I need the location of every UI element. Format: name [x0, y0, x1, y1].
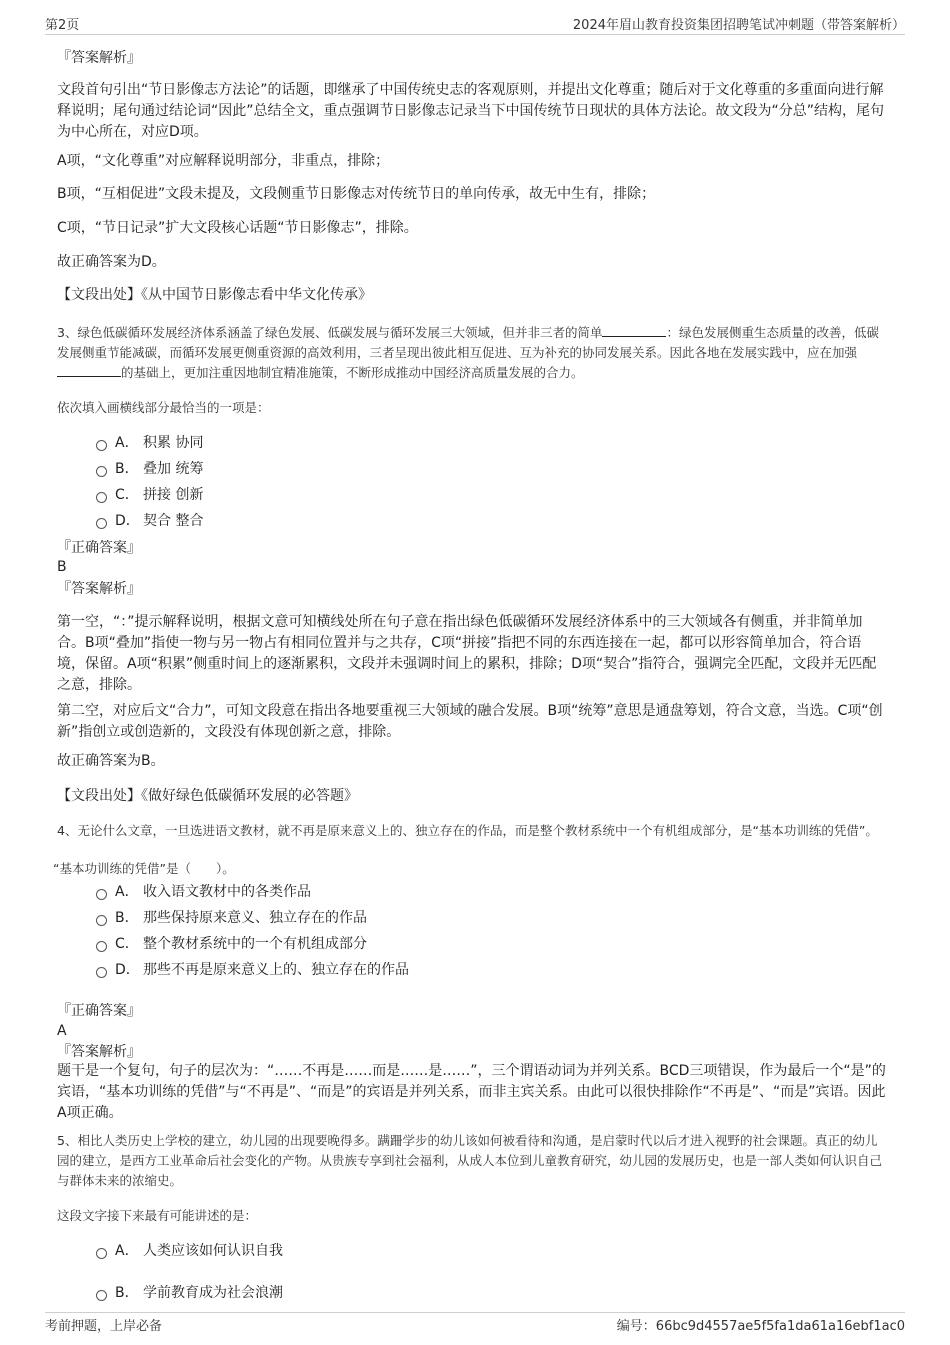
q2-analysis-option-b: B项，“互相促进”文段未提及，文段侧重节日影像志对传统节日的单向传承，故无中生有，排除；	[57, 186, 656, 202]
radio-button-icon[interactable]	[96, 941, 107, 952]
q4-analysis-paragraph: 题干是一个复句，句子的层次为：“……不再是……而是……是……”，三个谓语动词为并列关系。BCD三项错误，作为最后一个“是”的宾语，“基本功训练的凭借”与“不再是”、“而是”的宾语是并列关系，而非主宾关系。由此可以很快排除作“不再是”、“而是”宾语。因此A项正确。	[57, 1063, 886, 1121]
q4-correct-heading: 『正确答案』	[57, 1003, 141, 1019]
q2-analysis-option-c: C项，“节日记录”扩大文段核心话题“节日影像志”，排除。	[57, 220, 418, 236]
radio-button-icon[interactable]	[96, 889, 107, 900]
q2-analysis-paragraph: 文段首句引出“节日影像志方法论”的话题，即继承了中国传统史志的客观原则，并提出文化尊重；随后对于文化尊重的多重面向进行解释说明；尾句通过结论词“因此”总结全文，重点强调节日影像志记录当下中国传统节日现状的具体方法论。故文段为“分总”结构，尾句为中心所在，对应D项。	[57, 82, 885, 140]
q2-source: 【文段出处】《从中国节日影像志看中华文化传承》	[57, 287, 372, 303]
page-header	[45, 12, 905, 35]
q4-analysis-heading: 『答案解析』	[57, 1044, 141, 1060]
radio-button-icon[interactable]	[96, 466, 107, 477]
q4-correct-answer: A	[57, 1023, 67, 1039]
q5-option-b[interactable]: B． 学前教育成为社会浪潮	[96, 1283, 283, 1303]
q3-analysis-heading: 『答案解析』	[57, 581, 141, 597]
q4-option-c[interactable]: C． 整个教材系统中的一个有机组成部分	[96, 934, 367, 954]
q3-prompt: 依次填入画横线部分最恰当的一项是：	[57, 400, 270, 415]
q3-option-b[interactable]: B． 叠加 统筹	[96, 459, 203, 479]
q3-option-d[interactable]: D． 契合 整合	[96, 511, 203, 531]
q2-analysis-heading: 『答案解析』	[57, 50, 141, 66]
radio-button-icon[interactable]	[96, 1248, 107, 1259]
page-number: 第2页	[45, 18, 80, 33]
document-code: 编号：66bc9d4557ae5f5fa1da61a16ebf1ac0	[616, 1319, 905, 1334]
q5-option-a[interactable]: A． 人类应该如何认识自我	[96, 1241, 283, 1261]
q3-option-c[interactable]: C． 拼接 创新	[96, 485, 203, 505]
q4-option-b[interactable]: B． 那些保持原来意义、独立存在的作品	[96, 908, 367, 928]
q3-conclusion: 故正确答案为B。	[57, 753, 165, 769]
q5-stem: 5、相比人类历史上学校的建立，幼儿园的出现要晚得多。蹒跚学步的幼儿该如何被看待和沟通，是启蒙时代以后才进入视野的社会课题。真正的幼儿园的建立，是西方工业革命后社会变化的产物。从贵族专享到社会福利，从成人本位到儿童教育研究，幼儿园的发展历史，也是一部人类如何认识自己与群体未来的浓缩史。	[57, 1133, 883, 1188]
q5-prompt: 这段文字接下来最有可能讲述的是：	[57, 1208, 258, 1223]
q2-conclusion: 故正确答案为D。	[57, 254, 166, 270]
q4-option-d[interactable]: D． 那些不再是原来意义上的、独立存在的作品	[96, 960, 409, 980]
radio-button-icon[interactable]	[96, 967, 107, 978]
document-title: 2024年眉山教育投资集团招聘笔试冲刺题（带答案解析）	[572, 18, 905, 33]
fill-blank-2	[57, 364, 121, 377]
q3-analysis-paragraph-1: 第一空，“：”提示解释说明，根据文意可知横线处所在句子意在指出绿色低碳循环发展经济体系中的三大领域各有侧重，并非简单加合。B项“叠加”指使一物与另一物占有相同位置并与之共存，C项“拼接”指把不同的东西连接在一起，都可以形容简单加合，符合语境，保留。A项“积累”侧重时间上的逐渐累积，文段并未强调时间上的累积，排除；D项“契合”指符合，强调完全匹配，文段并无匹配之意，排除。	[57, 614, 877, 693]
fill-blank-1	[602, 324, 666, 337]
q3-stem: 3、绿色低碳循环发展经济体系涵盖了绿色发展、低碳发展与循环发展三大领域，但并非三者的简单 ：绿色发展侧重生态质量的改善，低碳发展侧重节能减碳，而循环发展更侧重资源的高效利用，三者呈现出彼此相互促进、互为补充的协同发展关系。因此各地在发展实践中，应在加强的基础上，更加注重因地制宜精准施策，不断形成推动中国经济高质量发展的合力。	[57, 325, 879, 380]
radio-button-icon[interactable]	[96, 440, 107, 451]
q4-prompt: “基本功训练的凭借”是（ ）。	[53, 861, 235, 876]
q3-correct-heading: 『正确答案』	[57, 540, 141, 556]
radio-button-icon[interactable]	[96, 518, 107, 529]
q4-stem: 4、无论什么文章，一旦选进语文教材，就不再是原来意义上的、独立存在的作品，而是整个教材系统中一个有机组成部分，是“基本功训练的凭借”。	[57, 823, 878, 838]
q2-analysis-option-a: A项，“文化尊重”对应解释说明部分，非重点，排除；	[57, 153, 390, 169]
q3-option-a[interactable]: A． 积累 协同	[96, 433, 203, 453]
q3-correct-answer: B	[57, 559, 67, 575]
q4-option-a[interactable]: A． 收入语文教材中的各类作品	[96, 882, 311, 902]
radio-button-icon[interactable]	[96, 492, 107, 503]
q3-source: 【文段出处】《做好绿色低碳循环发展的必答题》	[57, 788, 358, 804]
footer-slogan: 考前押题，上岸必备	[45, 1319, 163, 1334]
radio-button-icon[interactable]	[96, 1290, 107, 1301]
radio-button-icon[interactable]	[96, 915, 107, 926]
q3-analysis-paragraph-2: 第二空，对应后文“合力”，可知文段意在指出各地要重视三大领域的融合发展。B项“统筹”意思是通盘筹划，符合文意，当选。C项“创新”指创立或创造新的，文段没有体现创新之意，排除。	[57, 703, 883, 740]
page-footer	[45, 1312, 905, 1335]
